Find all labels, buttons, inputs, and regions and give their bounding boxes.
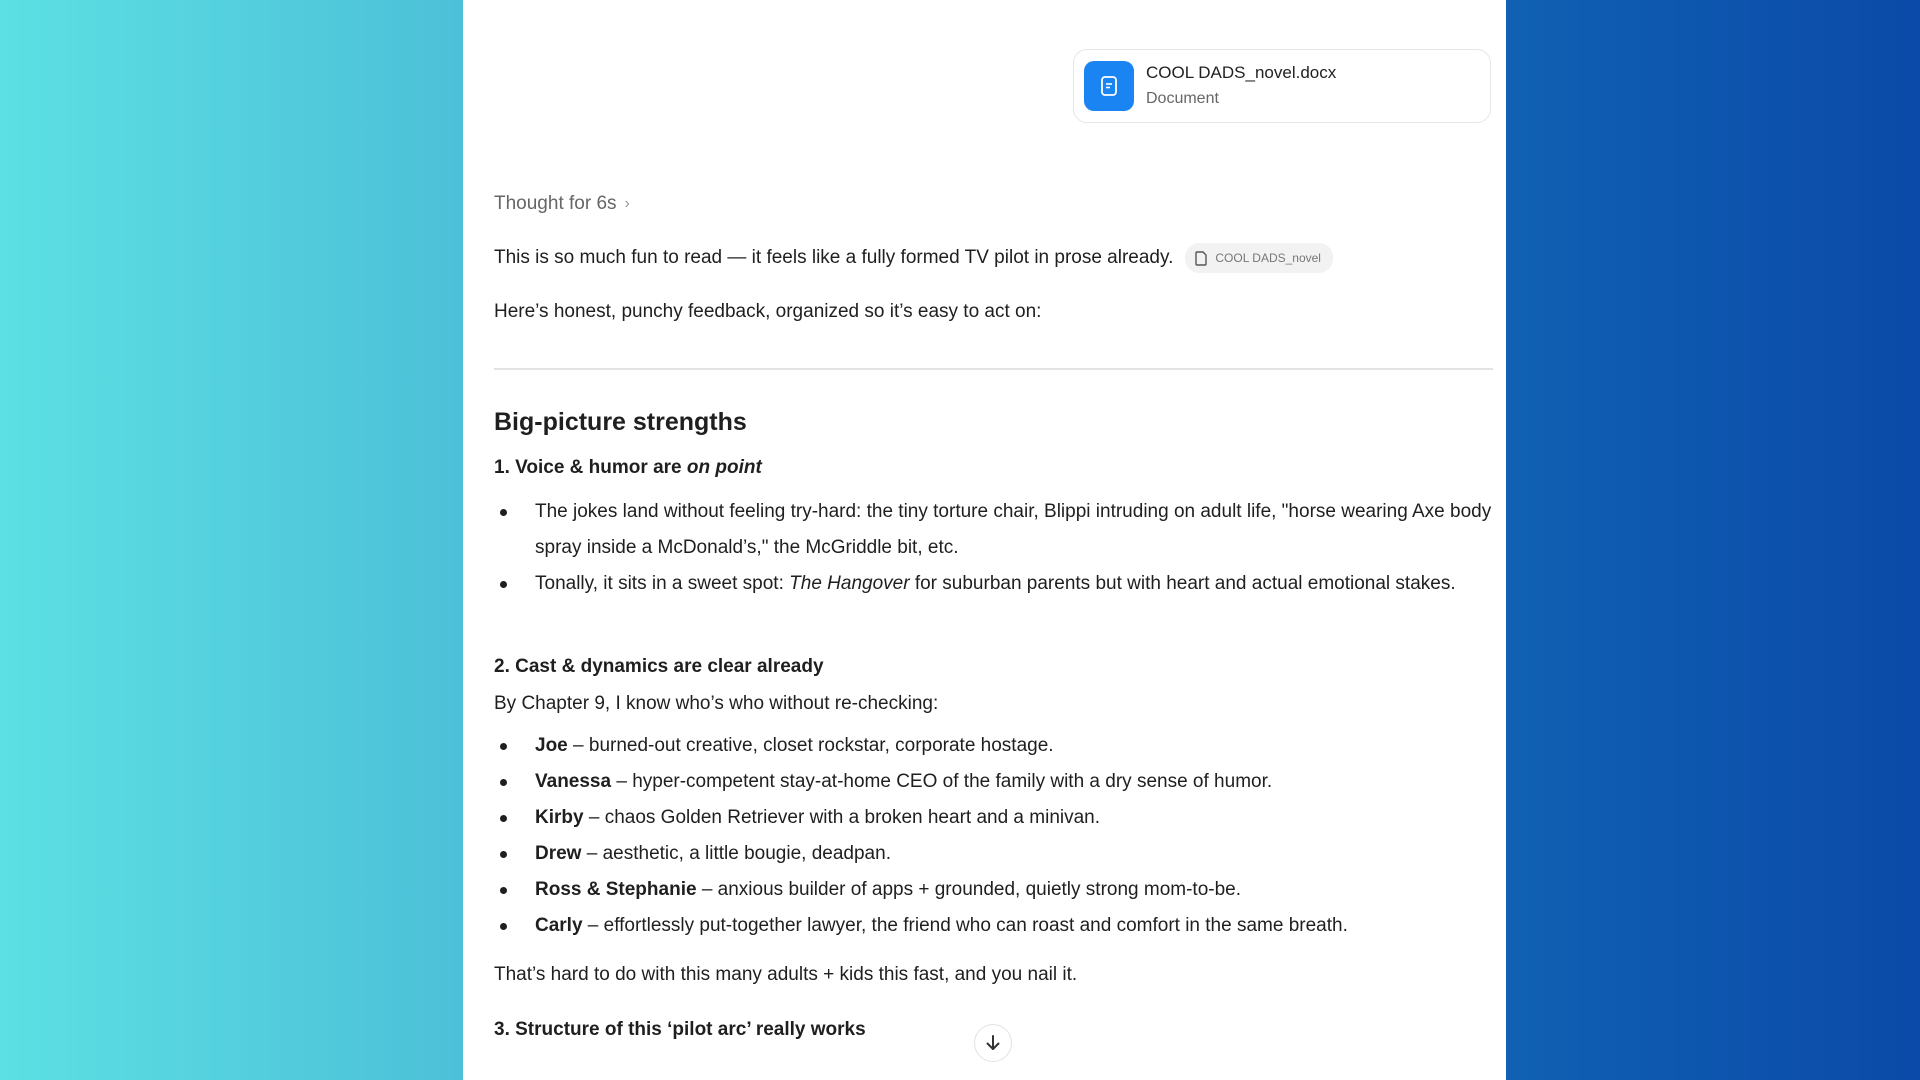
list-item bbox=[494, 566, 1494, 602]
list-item bbox=[494, 800, 1494, 836]
character-name: Vanessa bbox=[535, 771, 612, 792]
attachment-file-name: COOL DADS_novel.docx bbox=[1146, 63, 1337, 82]
character-name: Ross & Stephanie bbox=[535, 879, 697, 900]
character-desc: – chaos Golden Retriever with a broken heart and a minivan. bbox=[583, 807, 1101, 828]
character-desc: – aesthetic, a little bougie, deadpan. bbox=[581, 843, 891, 864]
character-desc: – hyper-competent stay-at-home CEO of the family with a dry sense of humor. bbox=[611, 771, 1273, 792]
scroll-to-bottom-button[interactable] bbox=[974, 1024, 1012, 1062]
attachment-card[interactable] bbox=[1073, 49, 1491, 123]
character-name: Drew bbox=[535, 843, 582, 864]
chevron-right-icon: › bbox=[624, 195, 630, 212]
bullet-text: for suburban parents but with heart and actual emotional stakes. bbox=[909, 573, 1456, 594]
divider bbox=[494, 368, 1493, 370]
character-name: Carly bbox=[535, 915, 583, 936]
character-desc: – anxious builder of apps + grounded, quietly strong mom-to-be. bbox=[696, 879, 1242, 900]
point-3-title: 3. Structure of this ‘pilot arc’ really works bbox=[494, 1019, 866, 1040]
character-name: Joe bbox=[535, 735, 568, 756]
list-item bbox=[494, 836, 1494, 872]
point-1-title bbox=[494, 457, 762, 479]
list-item bbox=[494, 494, 1494, 566]
thought-label: Thought for 6s bbox=[494, 193, 617, 214]
bullet-text: Tonally, it sits in a sweet spot: bbox=[535, 573, 790, 594]
point-2-title: 2. Cast & dynamics are clear already bbox=[494, 656, 824, 677]
point-2-closing: That’s hard to do with this many adults + kids this fast, and you nail it. bbox=[494, 964, 1078, 985]
response-intro-2: Here’s honest, punchy feedback, organized so it’s easy to act on: bbox=[494, 301, 1042, 322]
point-1-bullets bbox=[494, 494, 1494, 602]
citation-chip[interactable] bbox=[1185, 243, 1333, 273]
bullet-text: The jokes land without feeling try-hard: the tiny torture chair, Blippi intruding on adult life, "horse wearing Axe body spray inside a McDonald’s," the McGriddle bit, etc. bbox=[535, 501, 1492, 558]
file-icon bbox=[1195, 251, 1207, 266]
character-name: Kirby bbox=[535, 807, 584, 828]
point-1-title-emphasis: on point bbox=[686, 457, 762, 478]
chat-panel bbox=[463, 0, 1506, 1080]
arrow-down-icon bbox=[984, 1034, 1002, 1052]
citation-label: COOL DADS_novel bbox=[1215, 251, 1321, 265]
character-desc: – burned-out creative, closet rockstar, corporate hostage. bbox=[567, 735, 1054, 756]
point-2-lead: By Chapter 9, I know who’s who without re-checking: bbox=[494, 693, 939, 714]
thought-toggle[interactable] bbox=[494, 193, 630, 215]
response-intro bbox=[494, 243, 1333, 273]
bullet-emphasis: The Hangover bbox=[789, 573, 910, 594]
list-item bbox=[494, 908, 1494, 944]
attachment-file-type: Document bbox=[1146, 90, 1219, 107]
character-list bbox=[494, 728, 1494, 944]
point-1-title-prefix: 1. Voice & humor are bbox=[494, 457, 687, 478]
character-desc: – effortlessly put-together lawyer, the friend who can roast and comfort in the same breath. bbox=[582, 915, 1348, 936]
list-item bbox=[494, 728, 1494, 764]
intro-text: This is so much fun to read — it feels like a fully formed TV pilot in prose already. bbox=[494, 247, 1174, 268]
document-icon bbox=[1084, 61, 1134, 111]
list-item bbox=[494, 872, 1494, 908]
section-heading: Big-picture strengths bbox=[494, 408, 747, 436]
list-item bbox=[494, 764, 1494, 800]
